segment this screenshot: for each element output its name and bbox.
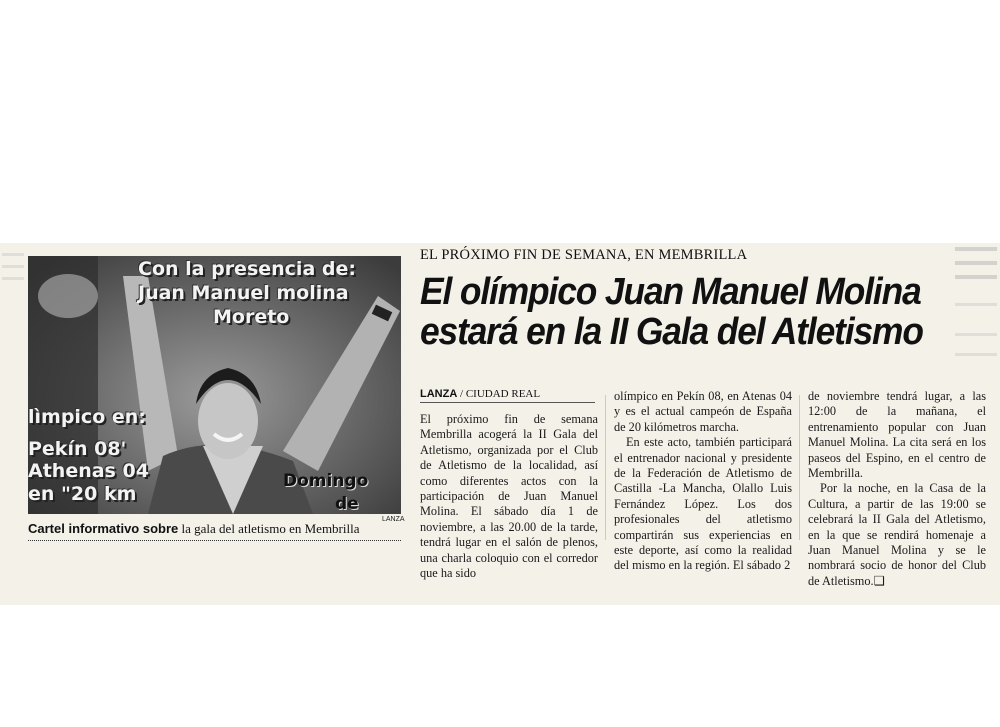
adjacent-column-bleed [0, 243, 30, 605]
column-rule [799, 395, 800, 540]
article-column-3 [808, 389, 986, 589]
byline-separator: / [457, 388, 466, 400]
end-mark-icon: ❑ [873, 573, 885, 588]
poster-text-line: lìmpico en: [28, 406, 146, 428]
headline-line: El olímpico Juan Manuel Molina [420, 271, 921, 313]
photo-credit: LANZA [382, 516, 405, 523]
article-paragraph: de noviembre tendrá lugar, a las 12:00 de la mañana, el entrenamiento popular con Juan Manuel Molina. La cita será en los paseos del Espino, en el centro de Membrilla. [808, 389, 986, 481]
caption-lead: Cartel informativo sobre [28, 521, 179, 536]
poster-text-line: Domingo [283, 471, 369, 491]
article-paragraph: En este acto, también participará el entrenador nacional y presidente de la Federación de Atletismo de Castilla -La Mancha, Olallo Luis Fernández López. Los dos profesionales del atletismo compartirán sus experiencias en este deporte, así como la realidad del mismo en la región. El sábado 2 [614, 435, 792, 573]
article-paragraph: olímpico en Pekín 08, en Atenas 04 y es el actual campeón de España de 20 kilómetros marcha. [614, 389, 792, 434]
poster-text-line: de [335, 494, 359, 514]
poster-photo [28, 256, 401, 514]
article-paragraph [808, 481, 986, 589]
caption-text: la gala del atletismo en Membrilla [178, 521, 360, 536]
article-column-1 [420, 412, 598, 581]
poster-text-line: Pekín 08' [28, 438, 127, 460]
column-rule [605, 395, 606, 540]
poster-text-line: Athenas 04 [28, 460, 149, 482]
byline [420, 388, 595, 403]
article-column-2 [614, 389, 792, 574]
photo-caption [28, 521, 401, 541]
article-paragraph-text: Por la noche, en la Casa de la Cultura, a partir de las 19:00 se celebrará la II Gala del Atletismo, en la que se rendirá homenaje a Juan Manuel Molina y se le nombrará socio de honor del Club de Atletismo. [808, 481, 986, 588]
poster-text-line: Con la presencia de: [138, 258, 356, 280]
headline [420, 272, 941, 352]
poster-text-line: Juan Manuel molina [138, 282, 349, 304]
poster-text-line: Moreto [213, 306, 290, 328]
poster-text-line: en "20 km [28, 483, 137, 505]
headline-line: estará en la II Gala del Atletismo [420, 311, 923, 353]
article-paragraph: El próximo fin de semana Membrilla acogerá la II Gala del Atletismo, organizada por el Club de Atletismo de la localidad, así como diferentes actos con la participación de Juan Manuel Molina. El sábado día 1 de noviembre, a las 20.00 de la tarde, tendrá lugar en el salón de plenos, una charla coloquio con el corredor que ha sido [420, 412, 598, 581]
byline-place: CIUDAD REAL [465, 388, 541, 400]
byline-paper: LANZA [420, 388, 458, 400]
kicker: EL PRÓXIMO FIN DE SEMANA, EN MEMBRILLA [420, 247, 748, 263]
